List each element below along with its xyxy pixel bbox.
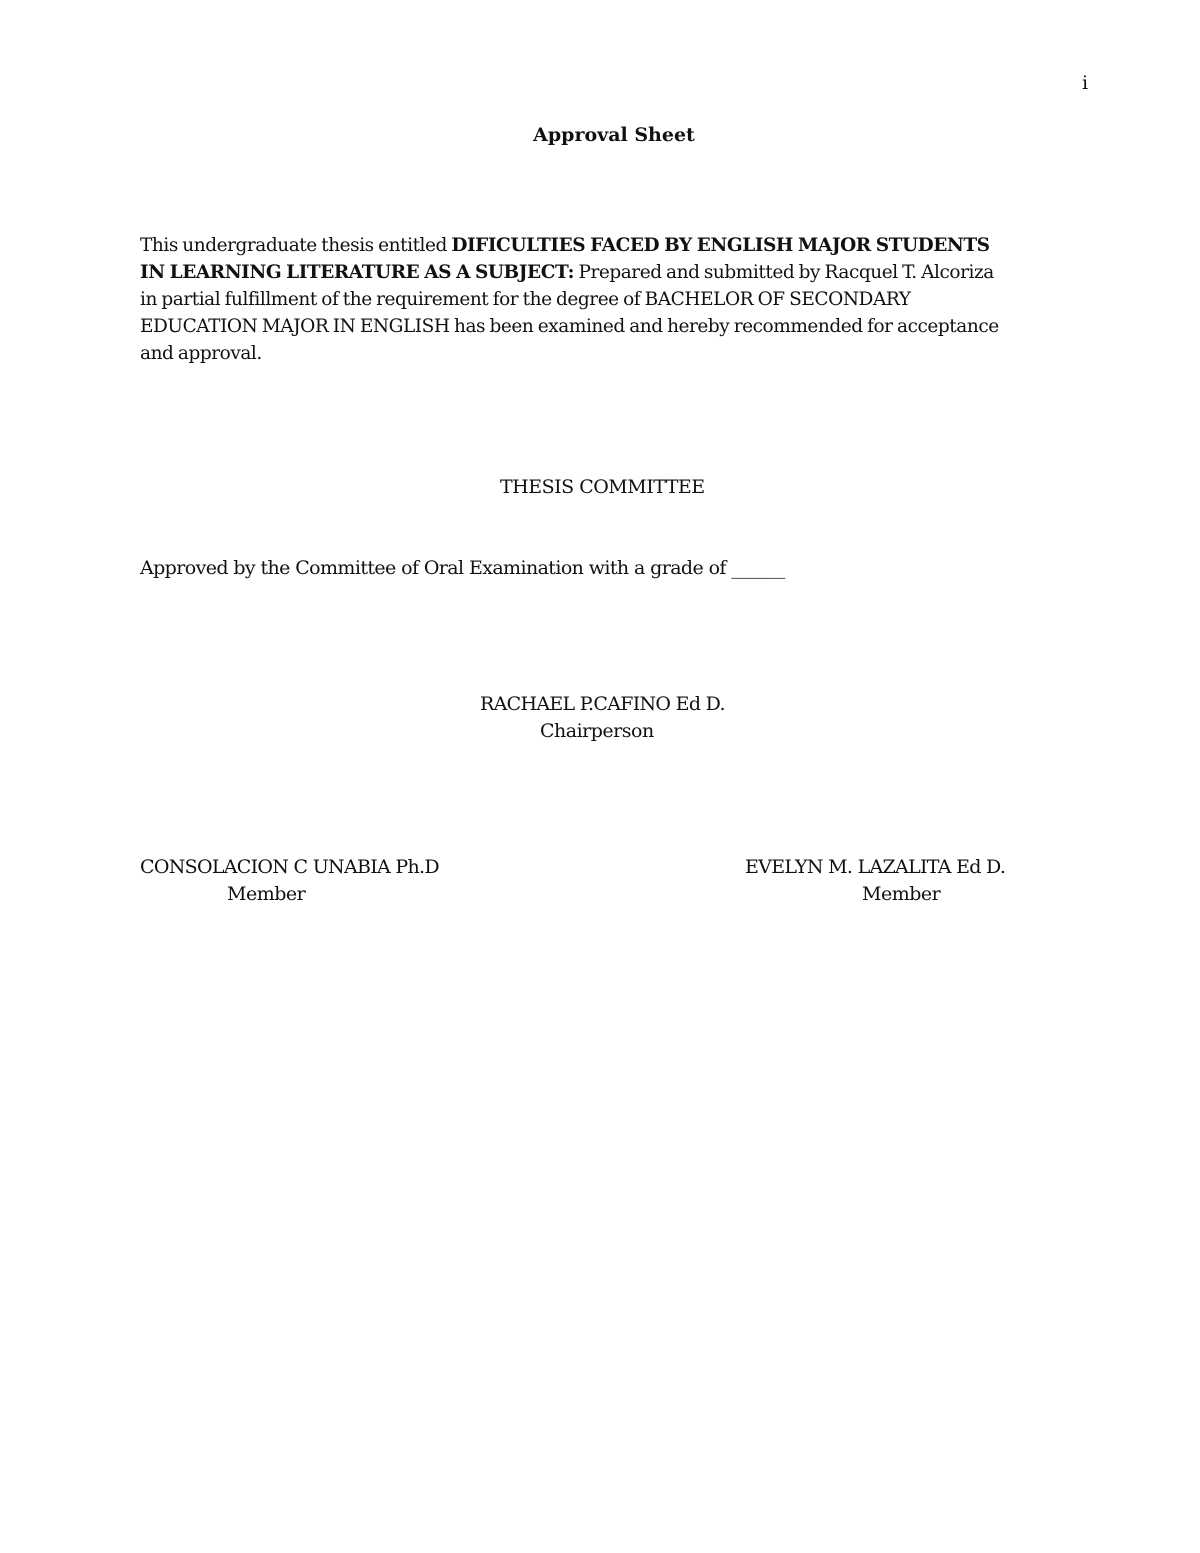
paragraph-line-3: in partial fulfillment of the requirement for the degree of BACHELOR OF SECONDARY [140,289,911,310]
paragraph-line-2: IN LEARNING LITERATURE AS A SUBJECT: Prepared and submitted by Racquel T. Alcoriza [140,262,994,283]
thesis-title-part-2: IN LEARNING LITERATURE AS A SUBJECT: [140,262,575,283]
paragraph-line-1: This undergraduate thesis entitled DIFICULTIES FACED BY ENGLISH MAJOR STUDENTS [140,235,990,256]
chairperson-role: Chairperson [540,720,654,742]
member-1-name: CONSOLACION C UNABIA Ph.D [140,856,439,878]
member-1-role: Member [227,883,306,905]
paragraph-line-5: and approval. [140,343,262,364]
member-2-role: Member [862,883,941,905]
approval-paragraph [140,232,1090,367]
thesis-title-part-1: DIFICULTIES FACED BY ENGLISH MAJOR STUDENTS [451,235,990,256]
chairperson-name: RACHAEL P.CAFINO Ed D. [480,693,725,715]
member-2-name: EVELYN M. LAZALITA Ed D. [745,856,1006,878]
page-title: Approval Sheet [533,124,695,146]
page-number: i [1082,72,1089,94]
committee-heading: THESIS COMMITTEE [500,476,705,498]
approval-grade-line: Approved by the Committee of Oral Examination with a grade of ______ [140,557,785,579]
paragraph-line-4: EDUCATION MAJOR IN ENGLISH has been examined and hereby recommended for acceptance [140,316,999,337]
